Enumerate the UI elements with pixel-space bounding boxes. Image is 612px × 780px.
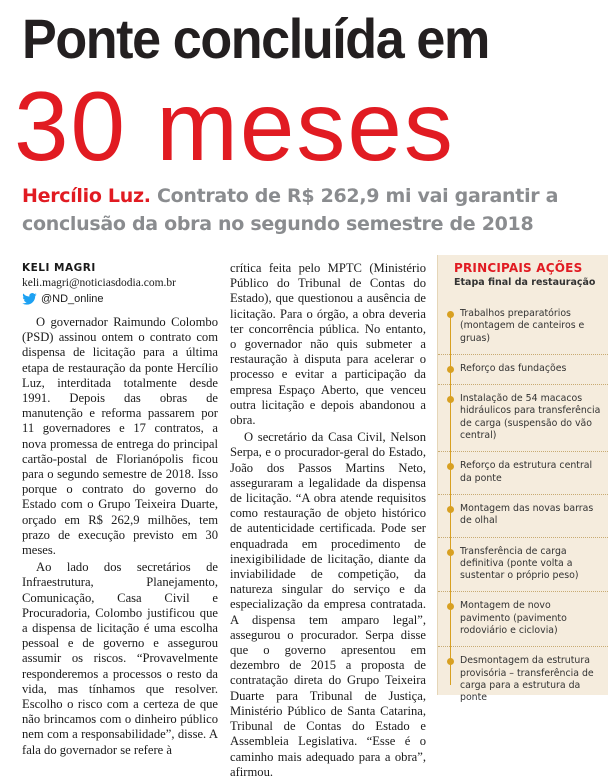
- article-paragraph: crítica feita pelo MPTC (Ministério Público do Tribunal de Contas do Estado), que questionou a ausência de licitação. Para o órgão, a obra deveria ter concorrência pública. No entanto, o governador não quis submeter a restauração à disputa para acelerar o processo e evitar a participação da empresa Espaço Aberto, que venceu outra licitação e depois abandonou a obra.: [230, 261, 426, 428]
- twitter-handle-row[interactable]: [22, 293, 218, 305]
- action-step: Desmontagem da estrutura provisória – transferência de carga para a estrutura da ponte: [438, 646, 608, 710]
- article-column-1: [22, 315, 218, 758]
- twitter-bird-icon: [22, 293, 37, 305]
- article-paragraph: Ao lado dos secretários de Infraestrutura, Planejamento, Comunicação, Casa Civil e Procuradoria, Colombo justificou que a dispensa de licitação é uma escolha pessoal e de governo e assegurou assumir os riscos. “Provavelmente responderemos a processos o resto da vida, mas tínhamos que resolver. Escolho o risco com a certeza de que não brincamos com o dinheiro público nem com a responsabilidade”, disse. A fala do governador se refere à: [22, 560, 218, 757]
- main-actions-sidebar: [437, 255, 608, 704]
- dot-icon: [447, 603, 454, 610]
- subhead: [22, 182, 607, 238]
- article-paragraph: O governador Raimundo Colombo (PSD) assinou ontem o contrato com dispensa de licitação para a última etapa de restauração da ponte Hercílio Luz, interditada totalmente desde 1991. Depois das obras de manutenção e reforma passarem por 11 governadores e 17 contratos, a nova promessa de entrega do principal cartão-postal de Florianópolis ficou para o segundo semestre de 2018. Isso porque o contrato do governo do Estado com o Grupo Teixeira Duarte, orçado em R$ 262,9 milhões, tem prazo de execução previsto em 30 meses.: [22, 315, 218, 558]
- dot-icon: [447, 463, 454, 470]
- article-paragraph: O secretário da Casa Civil, Nelson Serpa, e o procurador-geral do Estado, João dos Passos Martins Neto, asseguraram a legalidade da dispensa de licitação. “A obra atende requisitos como restauração de objeto histórico de autenticidade certificada. Pode ser enquadrada em procedimento de inexigibilidade de licitação, diante da inviabilidade de competição, da natureza singular do serviço e da especialização da empresa contratada. A dispensa tem amparo legal”, assegurou o procurador. Serpa disse que o governo apresentou em dezembro de 2015 a proposta de contratação direta do Grupo Teixeira Duarte para Tribunal de Justiça, Ministério Público de Santa Catarina, Tribunal de Contas do Estado e Assembleia Legislativa. “Esse é o caminho mais adequado para a obra”, afirmou.: [230, 430, 426, 779]
- dot-icon: [447, 658, 454, 665]
- sidebar-title: PRINCIPAIS AÇÕES: [454, 261, 583, 275]
- author-name: KELI MAGRI: [22, 262, 96, 274]
- action-step: Reforço das fundações: [438, 354, 608, 384]
- author-email[interactable]: keli.magri@noticiasdodia.com.br: [22, 277, 176, 289]
- byline: [22, 262, 218, 305]
- dot-icon: [447, 549, 454, 556]
- dot-icon: [447, 311, 454, 318]
- dot-icon: [447, 396, 454, 403]
- dot-icon: [447, 506, 454, 513]
- action-step: Trabalhos preparatórios (montagem de canteiros e gruas): [438, 305, 608, 354]
- action-step: Transferência de carga definitiva (ponte volta a sustentar o próprio peso): [438, 537, 608, 592]
- dot-icon: [447, 366, 454, 373]
- action-step: Reforço da estrutura central da ponte: [438, 451, 608, 494]
- article-column-2: [230, 261, 426, 780]
- headline-emphasis: 30 meses: [14, 71, 455, 181]
- subhead-text: Contrato de R$ 262,9 mi vai garantir a conclusão da obra no segundo semestre de 2018: [22, 185, 559, 235]
- action-step: Instalação de 54 macacos hidráulicos para transferência de carga (suspensão do vão central): [438, 384, 608, 451]
- headline: Ponte concluída em: [22, 7, 489, 70]
- subhead-lead: Hercílio Luz.: [22, 185, 151, 207]
- action-step: Montagem de novo pavimento (pavimento rodoviário e ciclovia): [438, 591, 608, 646]
- action-steps-list: [438, 305, 608, 711]
- twitter-handle: @ND_online: [41, 293, 104, 305]
- sidebar-subtitle: Etapa final da restauração: [454, 277, 596, 288]
- action-step: Montagem das novas barras de olhal: [438, 494, 608, 537]
